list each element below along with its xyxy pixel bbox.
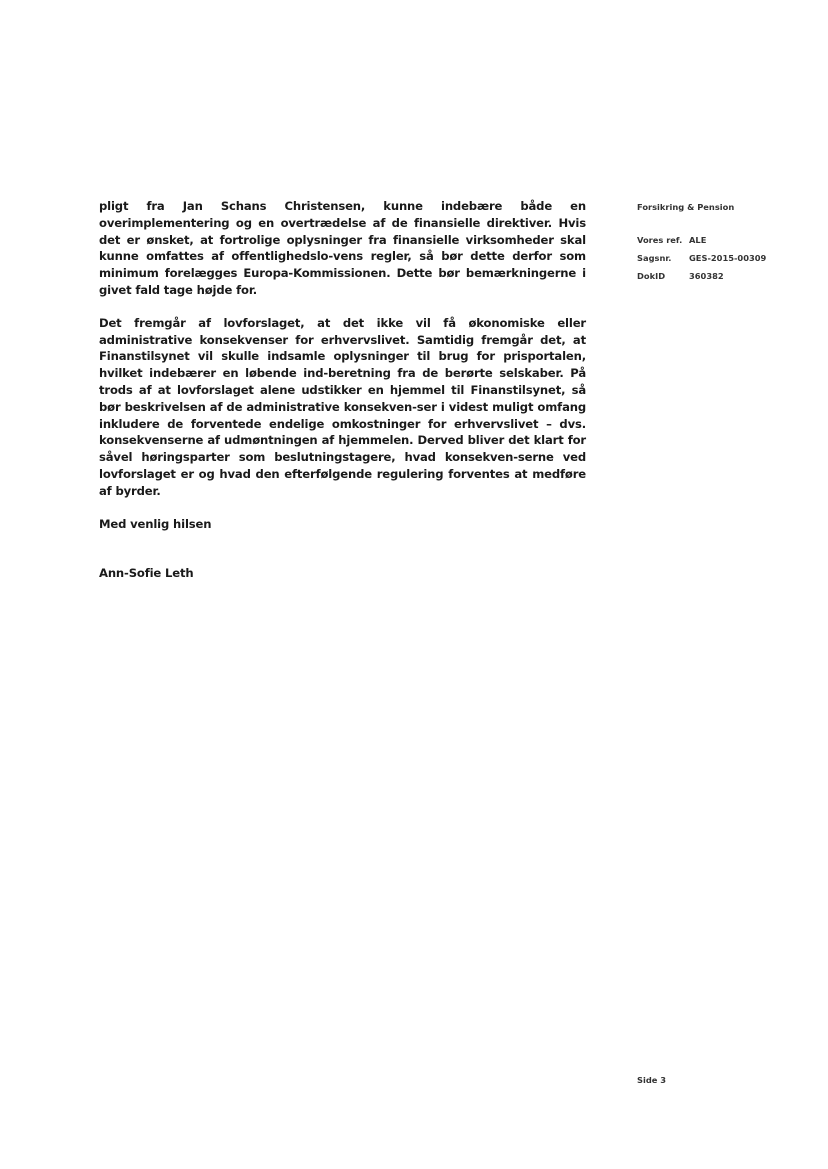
page-number: Side 3 — [637, 1075, 667, 1085]
meta-label: DokID — [637, 271, 666, 281]
meta-row-case — [637, 249, 797, 267]
signature-name: Ann-Sofie Leth — [99, 566, 194, 581]
organization-name: Forsikring & Pension — [637, 202, 735, 212]
meta-value: 360382 — [689, 271, 724, 281]
meta-label: Sagsnr. — [637, 253, 672, 263]
meta-label: Vores ref. — [637, 235, 683, 245]
meta-row-docid — [637, 267, 797, 285]
meta-row-ref — [637, 231, 797, 249]
letter-body — [99, 198, 586, 582]
closing-phrase: Med venlig hilsen — [99, 516, 212, 531]
paragraph-2: Det fremgår af lovforslaget, at det ikke vil få økonomiske eller administrative konsekvenser for erhvervslivet. Samtidig fremgår det, at Finanstilsynet vil skulle indsamle oplysninger til brug for prisportalen, hvilket indebærer en løbende ind-beretning fra de berørte selskaber. På trods af at lovforslaget alene udstikker en hjemmel til Finanstilsynet, så bør beskrivelsen af de administrative konsekven-ser i videst muligt omfang inkludere de forventede endelige omkostninger for erhvervslivet – dvs. konsekvenserne af udmøntningen af hjemmelen. Derved bliver det klart for såvel høringsparter som beslutningstagere, hvad konsekven-serne ved lovforslaget er og hvad den efterfølgende regulering forventes at medføre af byrder. — [99, 315, 586, 498]
reference-sidebar — [637, 202, 797, 285]
paragraph-1: pligt fra Jan Schans Christensen, kunne indebære både en overimplementering og en overtrædelse af de finansielle direktiver. Hvis det er ønsket, at fortrolige oplysninger fra finansielle virksomheder skal kunne omfattes af offentlighedslo-vens regler, så bør dette derfor som minimum forelægges Europa-Kommissionen. Dette bør bemærkningerne i givet fald tage højde for. — [99, 199, 586, 297]
meta-value: GES-2015-00309 — [689, 253, 767, 263]
meta-value: ALE — [689, 235, 707, 245]
